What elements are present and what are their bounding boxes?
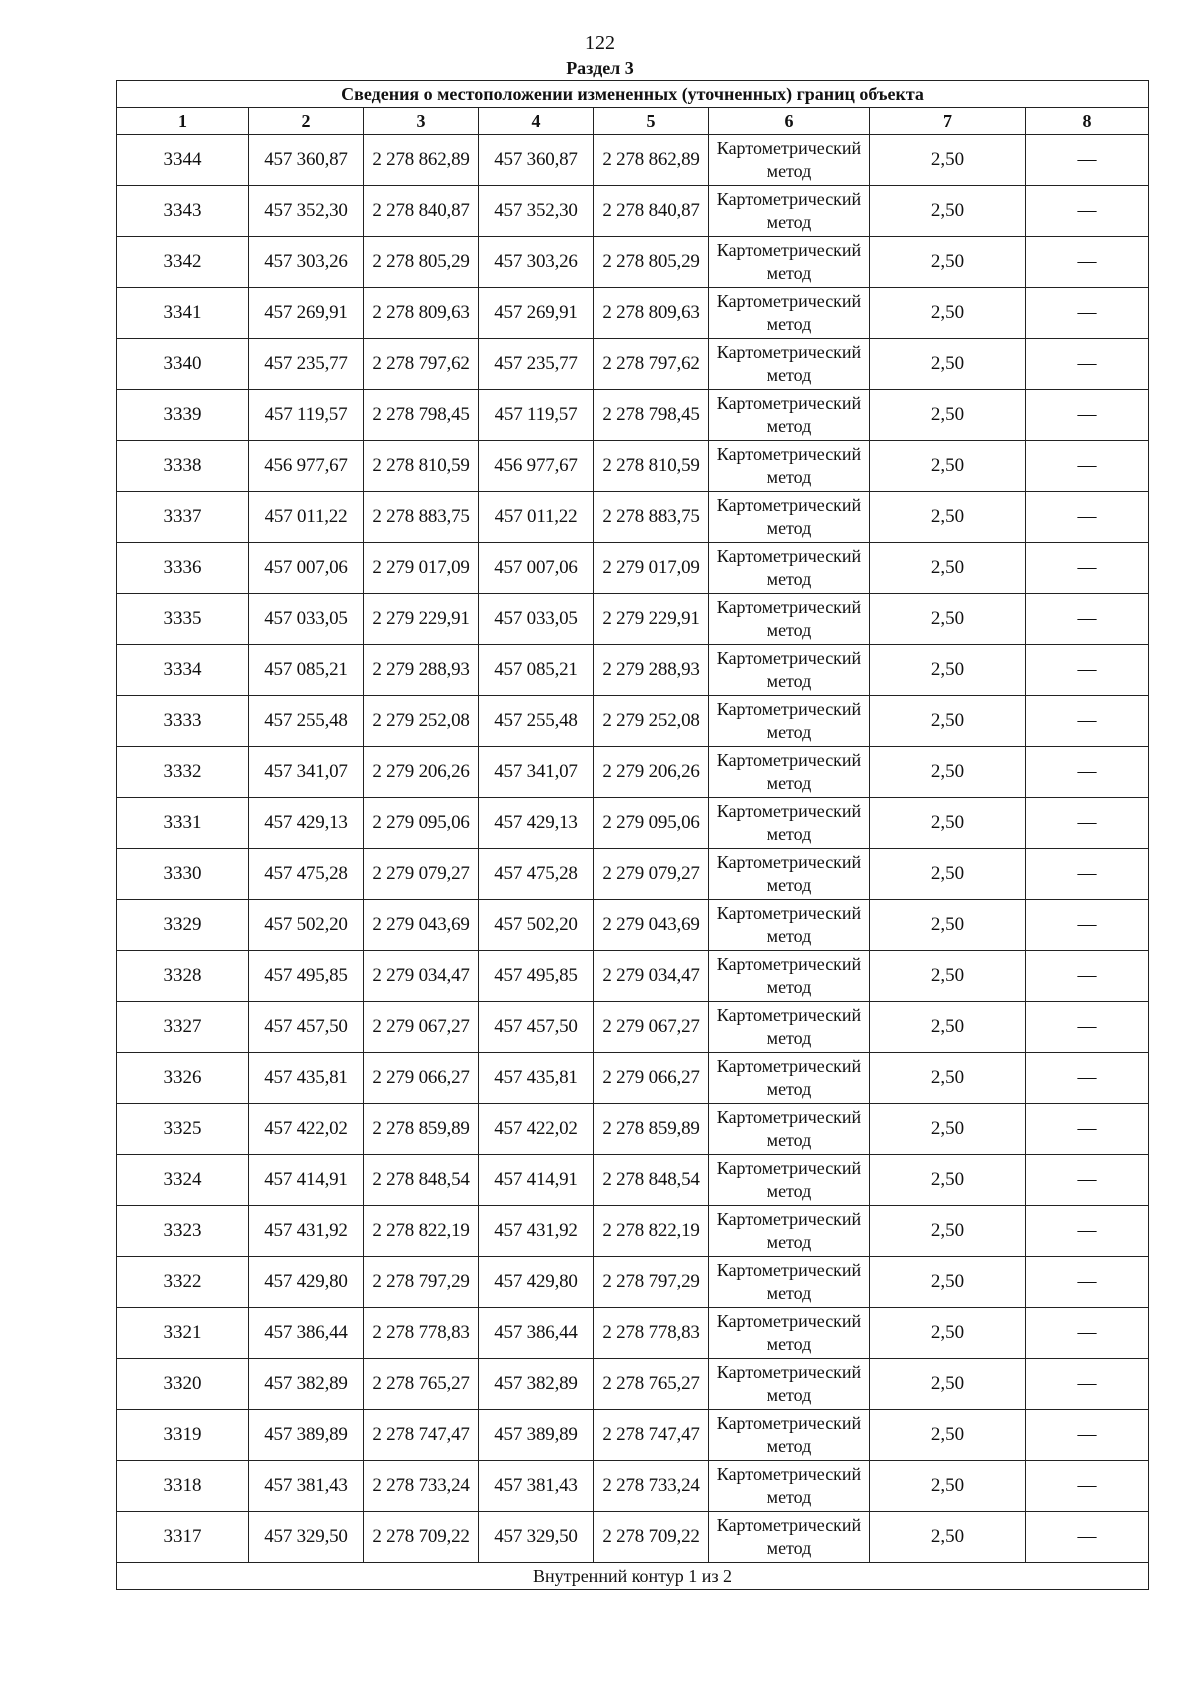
table-row <box>117 1155 1149 1206</box>
x-new-cell: 457 389,89 <box>479 1410 594 1461</box>
y-old-cell: 2 279 066,27 <box>364 1053 479 1104</box>
method-cell: Картометрический метод <box>709 441 870 492</box>
method-cell: Картометрический метод <box>709 339 870 390</box>
y-old-cell: 2 278 883,75 <box>364 492 479 543</box>
point-number-cell: 3324 <box>117 1155 249 1206</box>
x-old-cell: 457 382,89 <box>249 1359 364 1410</box>
x-new-cell: 457 085,21 <box>479 645 594 696</box>
point-number-cell: 3318 <box>117 1461 249 1512</box>
point-number-cell: 3326 <box>117 1053 249 1104</box>
x-new-cell: 457 007,06 <box>479 543 594 594</box>
y-new-cell: 2 279 067,27 <box>594 1002 709 1053</box>
description-cell: — <box>1026 492 1149 543</box>
point-number-cell: 3333 <box>117 696 249 747</box>
accuracy-cell: 2,50 <box>870 135 1026 186</box>
accuracy-cell: 2,50 <box>870 1410 1026 1461</box>
x-old-cell: 457 429,80 <box>249 1257 364 1308</box>
method-cell: Картометрический метод <box>709 1308 870 1359</box>
y-new-cell: 2 278 805,29 <box>594 237 709 288</box>
description-cell: — <box>1026 339 1149 390</box>
table-row <box>117 747 1149 798</box>
description-cell: — <box>1026 1002 1149 1053</box>
method-cell: Картометрический метод <box>709 900 870 951</box>
y-new-cell: 2 278 797,62 <box>594 339 709 390</box>
y-new-cell: 2 279 288,93 <box>594 645 709 696</box>
table-row <box>117 645 1149 696</box>
table-row <box>117 849 1149 900</box>
column-number: 6 <box>709 108 870 135</box>
y-new-cell: 2 279 229,91 <box>594 594 709 645</box>
accuracy-cell: 2,50 <box>870 390 1026 441</box>
y-old-cell: 2 278 797,62 <box>364 339 479 390</box>
y-new-cell: 2 279 095,06 <box>594 798 709 849</box>
x-new-cell: 457 011,22 <box>479 492 594 543</box>
table-row <box>117 1206 1149 1257</box>
x-new-cell: 457 269,91 <box>479 288 594 339</box>
x-new-cell: 457 431,92 <box>479 1206 594 1257</box>
x-old-cell: 457 431,92 <box>249 1206 364 1257</box>
x-old-cell: 457 011,22 <box>249 492 364 543</box>
method-cell: Картометрический метод <box>709 543 870 594</box>
description-cell: — <box>1026 696 1149 747</box>
x-old-cell: 457 457,50 <box>249 1002 364 1053</box>
method-cell: Картометрический метод <box>709 1155 870 1206</box>
accuracy-cell: 2,50 <box>870 441 1026 492</box>
x-new-cell: 457 381,43 <box>479 1461 594 1512</box>
point-number-cell: 3343 <box>117 186 249 237</box>
description-cell: — <box>1026 951 1149 1002</box>
x-old-cell: 457 435,81 <box>249 1053 364 1104</box>
x-new-cell: 457 119,57 <box>479 390 594 441</box>
x-new-cell: 457 033,05 <box>479 594 594 645</box>
method-cell: Картометрический метод <box>709 951 870 1002</box>
y-old-cell: 2 278 747,47 <box>364 1410 479 1461</box>
x-old-cell: 456 977,67 <box>249 441 364 492</box>
accuracy-cell: 2,50 <box>870 543 1026 594</box>
y-new-cell: 2 278 733,24 <box>594 1461 709 1512</box>
column-number-row <box>117 108 1149 135</box>
y-old-cell: 2 278 862,89 <box>364 135 479 186</box>
description-cell: — <box>1026 1410 1149 1461</box>
x-new-cell: 457 429,80 <box>479 1257 594 1308</box>
point-number-cell: 3330 <box>117 849 249 900</box>
description-cell: — <box>1026 237 1149 288</box>
x-new-cell: 457 422,02 <box>479 1104 594 1155</box>
method-cell: Картометрический метод <box>709 237 870 288</box>
x-old-cell: 457 381,43 <box>249 1461 364 1512</box>
x-new-cell: 457 360,87 <box>479 135 594 186</box>
y-new-cell: 2 279 252,08 <box>594 696 709 747</box>
description-cell: — <box>1026 288 1149 339</box>
y-new-cell: 2 278 809,63 <box>594 288 709 339</box>
description-cell: — <box>1026 390 1149 441</box>
section-title: Раздел 3 <box>566 58 634 78</box>
method-cell: Картометрический метод <box>709 492 870 543</box>
column-number: 2 <box>249 108 364 135</box>
y-new-cell: 2 278 862,89 <box>594 135 709 186</box>
accuracy-cell: 2,50 <box>870 237 1026 288</box>
table-row <box>117 1461 1149 1512</box>
table-row <box>117 951 1149 1002</box>
y-old-cell: 2 279 079,27 <box>364 849 479 900</box>
accuracy-cell: 2,50 <box>870 186 1026 237</box>
x-new-cell: 457 329,50 <box>479 1512 594 1563</box>
accuracy-cell: 2,50 <box>870 900 1026 951</box>
description-cell: — <box>1026 1155 1149 1206</box>
point-number-cell: 3329 <box>117 900 249 951</box>
column-number: 1 <box>117 108 249 135</box>
table-row <box>117 1053 1149 1104</box>
x-old-cell: 457 422,02 <box>249 1104 364 1155</box>
y-old-cell: 2 278 859,89 <box>364 1104 479 1155</box>
point-number-cell: 3336 <box>117 543 249 594</box>
x-new-cell: 457 382,89 <box>479 1359 594 1410</box>
x-new-cell: 457 414,91 <box>479 1155 594 1206</box>
y-new-cell: 2 279 034,47 <box>594 951 709 1002</box>
table-row <box>117 798 1149 849</box>
description-cell: — <box>1026 1206 1149 1257</box>
y-old-cell: 2 278 805,29 <box>364 237 479 288</box>
point-number-cell: 3323 <box>117 1206 249 1257</box>
description-cell: — <box>1026 135 1149 186</box>
point-number-cell: 3328 <box>117 951 249 1002</box>
description-cell: — <box>1026 441 1149 492</box>
point-number-cell: 3331 <box>117 798 249 849</box>
table-row <box>117 237 1149 288</box>
y-old-cell: 2 279 034,47 <box>364 951 479 1002</box>
method-cell: Картометрический метод <box>709 594 870 645</box>
x-old-cell: 457 502,20 <box>249 900 364 951</box>
y-old-cell: 2 278 840,87 <box>364 186 479 237</box>
table-row <box>117 543 1149 594</box>
method-cell: Картометрический метод <box>709 1461 870 1512</box>
x-old-cell: 457 360,87 <box>249 135 364 186</box>
y-new-cell: 2 279 206,26 <box>594 747 709 798</box>
table-body <box>117 135 1149 1563</box>
x-old-cell: 457 329,50 <box>249 1512 364 1563</box>
x-old-cell: 457 085,21 <box>249 645 364 696</box>
y-old-cell: 2 278 809,63 <box>364 288 479 339</box>
y-new-cell: 2 279 079,27 <box>594 849 709 900</box>
accuracy-cell: 2,50 <box>870 1206 1026 1257</box>
y-old-cell: 2 278 797,29 <box>364 1257 479 1308</box>
point-number-cell: 3332 <box>117 747 249 798</box>
x-new-cell: 457 429,13 <box>479 798 594 849</box>
y-new-cell: 2 278 709,22 <box>594 1512 709 1563</box>
accuracy-cell: 2,50 <box>870 1359 1026 1410</box>
table-footer-note: Внутренний контур 1 из 2 <box>117 1563 1149 1590</box>
point-number-cell: 3325 <box>117 1104 249 1155</box>
description-cell: — <box>1026 747 1149 798</box>
description-cell: — <box>1026 798 1149 849</box>
y-old-cell: 2 279 206,26 <box>364 747 479 798</box>
description-cell: — <box>1026 1053 1149 1104</box>
x-new-cell: 457 495,85 <box>479 951 594 1002</box>
y-new-cell: 2 278 778,83 <box>594 1308 709 1359</box>
description-cell: — <box>1026 900 1149 951</box>
x-old-cell: 457 475,28 <box>249 849 364 900</box>
accuracy-cell: 2,50 <box>870 1104 1026 1155</box>
x-old-cell: 457 414,91 <box>249 1155 364 1206</box>
x-old-cell: 457 389,89 <box>249 1410 364 1461</box>
accuracy-cell: 2,50 <box>870 1002 1026 1053</box>
y-new-cell: 2 278 747,47 <box>594 1410 709 1461</box>
point-number-cell: 3334 <box>117 645 249 696</box>
accuracy-cell: 2,50 <box>870 594 1026 645</box>
y-new-cell: 2 278 848,54 <box>594 1155 709 1206</box>
table-row <box>117 288 1149 339</box>
column-number: 7 <box>870 108 1026 135</box>
method-cell: Картометрический метод <box>709 1512 870 1563</box>
column-number: 4 <box>479 108 594 135</box>
x-old-cell: 457 235,77 <box>249 339 364 390</box>
y-new-cell: 2 278 765,27 <box>594 1359 709 1410</box>
point-number-cell: 3335 <box>117 594 249 645</box>
y-new-cell: 2 278 810,59 <box>594 441 709 492</box>
y-new-cell: 2 279 017,09 <box>594 543 709 594</box>
accuracy-cell: 2,50 <box>870 849 1026 900</box>
description-cell: — <box>1026 186 1149 237</box>
y-new-cell: 2 278 840,87 <box>594 186 709 237</box>
x-new-cell: 456 977,67 <box>479 441 594 492</box>
x-old-cell: 457 255,48 <box>249 696 364 747</box>
x-new-cell: 457 475,28 <box>479 849 594 900</box>
method-cell: Картометрический метод <box>709 1002 870 1053</box>
y-old-cell: 2 279 288,93 <box>364 645 479 696</box>
y-old-cell: 2 279 229,91 <box>364 594 479 645</box>
y-old-cell: 2 279 067,27 <box>364 1002 479 1053</box>
point-number-cell: 3338 <box>117 441 249 492</box>
accuracy-cell: 2,50 <box>870 1053 1026 1104</box>
point-number-cell: 3317 <box>117 1512 249 1563</box>
point-number-cell: 3339 <box>117 390 249 441</box>
method-cell: Картометрический метод <box>709 135 870 186</box>
table-row <box>117 1308 1149 1359</box>
method-cell: Картометрический метод <box>709 288 870 339</box>
x-new-cell: 457 235,77 <box>479 339 594 390</box>
table-row <box>117 1410 1149 1461</box>
accuracy-cell: 2,50 <box>870 492 1026 543</box>
y-old-cell: 2 279 252,08 <box>364 696 479 747</box>
y-new-cell: 2 278 822,19 <box>594 1206 709 1257</box>
point-number-cell: 3337 <box>117 492 249 543</box>
table-row <box>117 492 1149 543</box>
accuracy-cell: 2,50 <box>870 696 1026 747</box>
method-cell: Картометрический метод <box>709 390 870 441</box>
method-cell: Картометрический метод <box>709 798 870 849</box>
description-cell: — <box>1026 1512 1149 1563</box>
table-row <box>117 1002 1149 1053</box>
table-row <box>117 1104 1149 1155</box>
table-row <box>117 135 1149 186</box>
description-cell: — <box>1026 1257 1149 1308</box>
table-row <box>117 696 1149 747</box>
accuracy-cell: 2,50 <box>870 798 1026 849</box>
accuracy-cell: 2,50 <box>870 747 1026 798</box>
x-old-cell: 457 007,06 <box>249 543 364 594</box>
y-new-cell: 2 278 883,75 <box>594 492 709 543</box>
y-new-cell: 2 279 066,27 <box>594 1053 709 1104</box>
description-cell: — <box>1026 645 1149 696</box>
y-old-cell: 2 278 822,19 <box>364 1206 479 1257</box>
x-new-cell: 457 457,50 <box>479 1002 594 1053</box>
method-cell: Картометрический метод <box>709 696 870 747</box>
accuracy-cell: 2,50 <box>870 1512 1026 1563</box>
column-number: 3 <box>364 108 479 135</box>
table-row <box>117 900 1149 951</box>
table-caption: Сведения о местоположении измененных (уточненных) границ объекта <box>117 81 1149 108</box>
method-cell: Картометрический метод <box>709 849 870 900</box>
accuracy-cell: 2,50 <box>870 1461 1026 1512</box>
method-cell: Картометрический метод <box>709 1410 870 1461</box>
y-old-cell: 2 279 017,09 <box>364 543 479 594</box>
description-cell: — <box>1026 1461 1149 1512</box>
table-row <box>117 594 1149 645</box>
method-cell: Картометрический метод <box>709 645 870 696</box>
description-cell: — <box>1026 1104 1149 1155</box>
accuracy-cell: 2,50 <box>870 1257 1026 1308</box>
point-number-cell: 3341 <box>117 288 249 339</box>
point-number-cell: 3327 <box>117 1002 249 1053</box>
table-row <box>117 1359 1149 1410</box>
description-cell: — <box>1026 543 1149 594</box>
y-old-cell: 2 278 765,27 <box>364 1359 479 1410</box>
point-number-cell: 3340 <box>117 339 249 390</box>
y-old-cell: 2 278 798,45 <box>364 390 479 441</box>
y-old-cell: 2 279 095,06 <box>364 798 479 849</box>
y-old-cell: 2 278 778,83 <box>364 1308 479 1359</box>
method-cell: Картометрический метод <box>709 186 870 237</box>
point-number-cell: 3321 <box>117 1308 249 1359</box>
point-number-cell: 3344 <box>117 135 249 186</box>
x-old-cell: 457 386,44 <box>249 1308 364 1359</box>
table-row <box>117 1257 1149 1308</box>
method-cell: Картометрический метод <box>709 1053 870 1104</box>
y-old-cell: 2 278 810,59 <box>364 441 479 492</box>
x-new-cell: 457 386,44 <box>479 1308 594 1359</box>
x-new-cell: 457 341,07 <box>479 747 594 798</box>
page-number: 122 <box>585 32 615 54</box>
y-old-cell: 2 278 733,24 <box>364 1461 479 1512</box>
table-row <box>117 339 1149 390</box>
y-old-cell: 2 278 709,22 <box>364 1512 479 1563</box>
table-row <box>117 186 1149 237</box>
description-cell: — <box>1026 594 1149 645</box>
description-cell: — <box>1026 1359 1149 1410</box>
method-cell: Картометрический метод <box>709 1359 870 1410</box>
y-new-cell: 2 278 797,29 <box>594 1257 709 1308</box>
point-number-cell: 3342 <box>117 237 249 288</box>
accuracy-cell: 2,50 <box>870 1308 1026 1359</box>
method-cell: Картометрический метод <box>709 1257 870 1308</box>
table-row <box>117 1512 1149 1563</box>
description-cell: — <box>1026 849 1149 900</box>
method-cell: Картометрический метод <box>709 1206 870 1257</box>
x-old-cell: 457 303,26 <box>249 237 364 288</box>
description-cell: — <box>1026 1308 1149 1359</box>
accuracy-cell: 2,50 <box>870 339 1026 390</box>
point-number-cell: 3319 <box>117 1410 249 1461</box>
point-number-cell: 3320 <box>117 1359 249 1410</box>
x-old-cell: 457 495,85 <box>249 951 364 1002</box>
x-new-cell: 457 502,20 <box>479 900 594 951</box>
x-new-cell: 457 255,48 <box>479 696 594 747</box>
y-new-cell: 2 279 043,69 <box>594 900 709 951</box>
column-number: 8 <box>1026 108 1149 135</box>
accuracy-cell: 2,50 <box>870 645 1026 696</box>
x-new-cell: 457 303,26 <box>479 237 594 288</box>
x-old-cell: 457 269,91 <box>249 288 364 339</box>
x-new-cell: 457 435,81 <box>479 1053 594 1104</box>
x-old-cell: 457 341,07 <box>249 747 364 798</box>
x-old-cell: 457 119,57 <box>249 390 364 441</box>
method-cell: Картометрический метод <box>709 1104 870 1155</box>
accuracy-cell: 2,50 <box>870 951 1026 1002</box>
y-old-cell: 2 279 043,69 <box>364 900 479 951</box>
table-row <box>117 441 1149 492</box>
accuracy-cell: 2,50 <box>870 1155 1026 1206</box>
y-old-cell: 2 278 848,54 <box>364 1155 479 1206</box>
column-number: 5 <box>594 108 709 135</box>
point-number-cell: 3322 <box>117 1257 249 1308</box>
y-new-cell: 2 278 859,89 <box>594 1104 709 1155</box>
y-new-cell: 2 278 798,45 <box>594 390 709 441</box>
method-cell: Картометрический метод <box>709 747 870 798</box>
accuracy-cell: 2,50 <box>870 288 1026 339</box>
table-row <box>117 390 1149 441</box>
x-old-cell: 457 033,05 <box>249 594 364 645</box>
x-new-cell: 457 352,30 <box>479 186 594 237</box>
x-old-cell: 457 352,30 <box>249 186 364 237</box>
coordinates-table <box>116 80 1149 1590</box>
x-old-cell: 457 429,13 <box>249 798 364 849</box>
